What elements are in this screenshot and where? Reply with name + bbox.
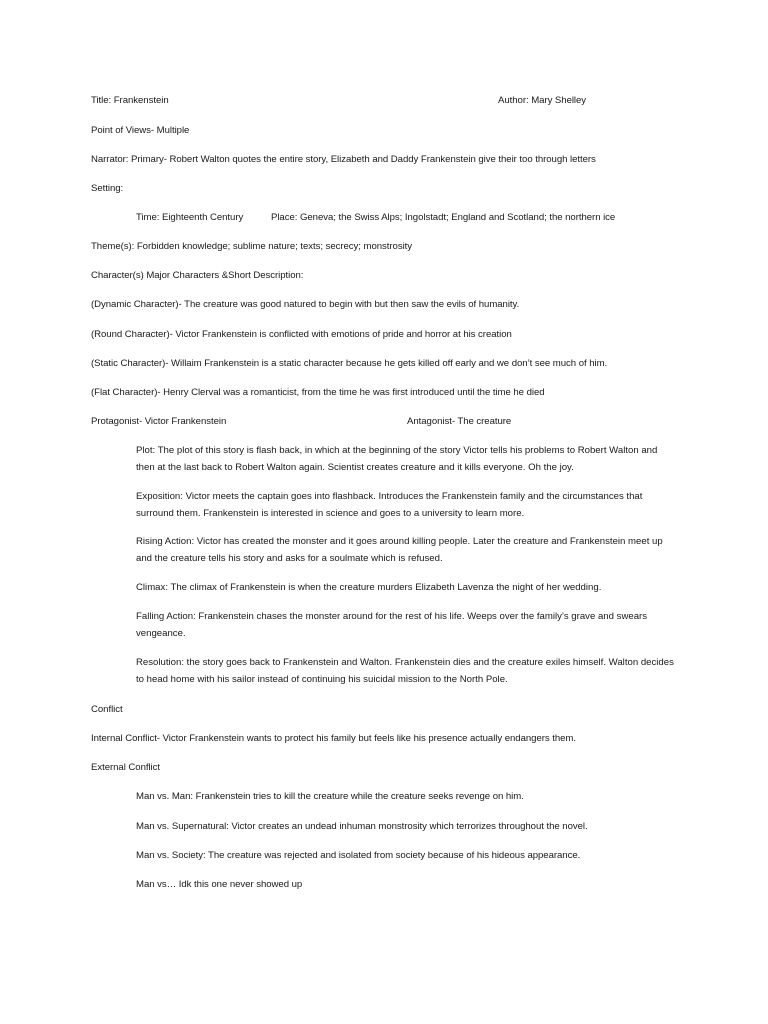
setting-line bbox=[136, 211, 616, 224]
exposition-paragraph: Exposition: Victor meets the captain goes into flashback. Introduces the Frankenstein family and the circumstances that surround them. Frankenstein is interested in science and goes to a university to learn more. bbox=[136, 491, 643, 519]
climax-paragraph: Climax: The climax of Frankenstein is when the creature murders Elizabeth Lavenza the night of her wedding. bbox=[136, 582, 602, 593]
point-of-view: Point of Views- Multiple bbox=[91, 125, 190, 136]
characters-heading: Character(s) Major Characters &Short Description: bbox=[91, 270, 304, 281]
character-static: (Static Character)- Willaim Frankenstein is a static character because he gets killed off early and we don’t see much of him. bbox=[91, 358, 608, 369]
setting-place: Place: Geneva; the Swiss Alps; Ingolstadt; England and Scotland; the northern ice bbox=[271, 212, 616, 223]
man-vs-supernatural: Man vs. Supernatural: Victor creates an undead inhuman monstrosity which terrorizes throughout the novel. bbox=[136, 821, 588, 832]
conflict-heading: Conflict bbox=[91, 704, 123, 715]
protagonist-line bbox=[91, 415, 512, 428]
man-vs-other: Man vs… Idk this one never showed up bbox=[136, 879, 303, 890]
man-vs-man: Man vs. Man: Frankenstein tries to kill the creature while the creature seeks revenge on him. bbox=[136, 791, 524, 802]
antagonist: Antagonist- The creature bbox=[407, 416, 512, 427]
character-flat: (Flat Character)- Henry Clerval was a romanticist, from the time he was first introduced until the time he died bbox=[91, 387, 545, 398]
title-line bbox=[91, 94, 587, 107]
plot-paragraph: Plot: The plot of this story is flash back, in which at the beginning of the story Victor tells his problems to Robert Walton and then at the last back to Robert Walton again. Scientist creates creature and it kills everyone. Oh the joy. bbox=[136, 445, 658, 473]
character-round: (Round Character)- Victor Frankenstein is conflicted with emotions of pride and horror at his creation bbox=[91, 329, 512, 340]
resolution-paragraph: Resolution: the story goes back to Frankenstein and Walton. Frankenstein dies and the creature exiles himself. Walton decides to head home with his sailor instead of continuing his suicidal mission to the North Pole. bbox=[136, 657, 674, 685]
character-dynamic: (Dynamic Character)- The creature was good natured to begin with but then saw the evils of humanity. bbox=[91, 299, 520, 310]
protagonist: Protagonist- Victor Frankenstein bbox=[91, 416, 227, 427]
title-field: Title: Frankenstein bbox=[91, 95, 169, 106]
author-field: Author: Mary Shelley bbox=[498, 95, 587, 106]
narrator: Narrator: Primary- Robert Walton quotes the entire story, Elizabeth and Daddy Frankenstein give their too through letters bbox=[91, 154, 596, 165]
setting-label: Setting: bbox=[91, 183, 124, 194]
man-vs-society: Man vs. Society: The creature was rejected and isolated from society because of his hideous appearance. bbox=[136, 850, 581, 861]
themes: Theme(s): Forbidden knowledge; sublime nature; texts; secrecy; monstrosity bbox=[91, 241, 413, 252]
internal-conflict: Internal Conflict- Victor Frankenstein wants to protect his family but feels like his presence actually endangers them. bbox=[91, 733, 576, 744]
external-conflict-heading: External Conflict bbox=[91, 762, 161, 773]
setting-time: Time: Eighteenth Century bbox=[136, 212, 244, 223]
rising-action-paragraph: Rising Action: Victor has created the monster and it goes around killing people. Later the creature and Frankenstein meet up and the creature tells his story and asks for a soulmate which is refused. bbox=[136, 536, 663, 564]
falling-action-paragraph: Falling Action: Frankenstein chases the monster around for the rest of his life. Weeps over the family’s grave and swears vengeance. bbox=[136, 611, 648, 639]
